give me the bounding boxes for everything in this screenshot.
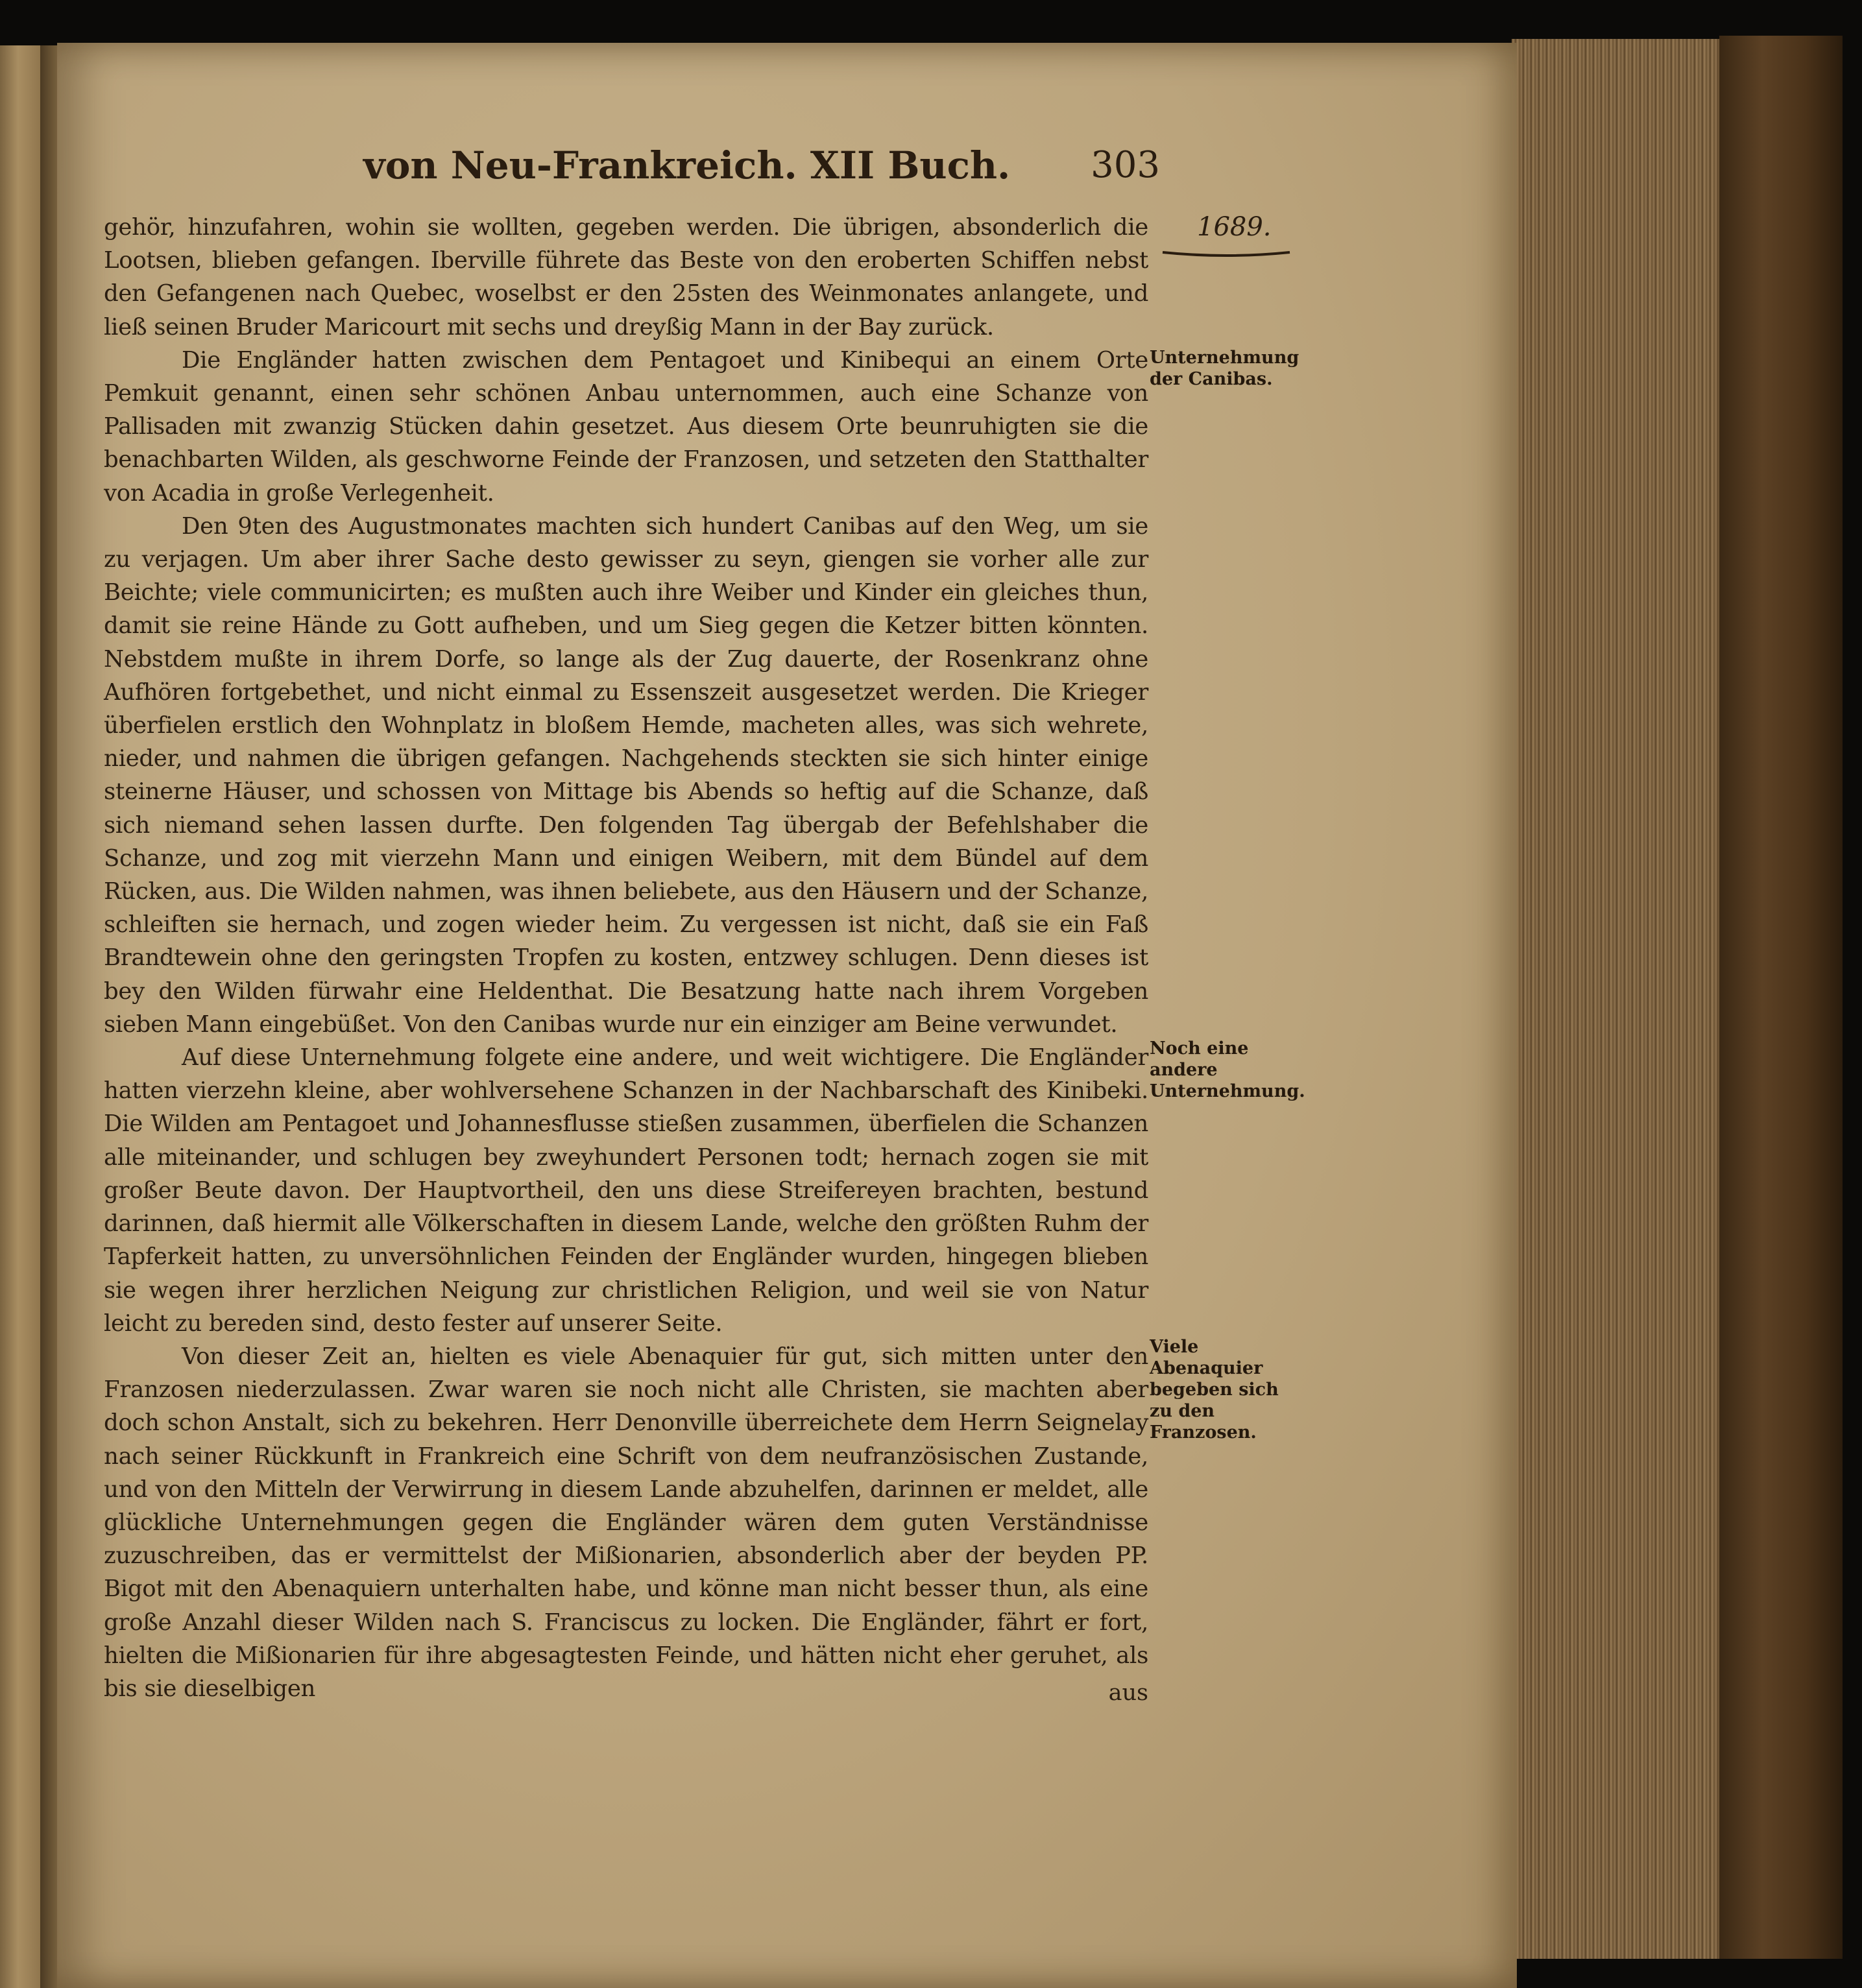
background-right — [1843, 0, 1862, 1988]
year-margin-note: 1689. — [1197, 212, 1272, 242]
background-bottom — [1512, 1959, 1862, 1988]
paragraph: Von dieser Zeit an, hielten es viele Abenaquier für gut, sich mitten unter den Franzosen niederzulassen. Zwar waren sie noch nicht alle Christen, sie machten aber doch schon Anstalt, sich zu bekehren. Herr Denonville überreichete dem Herrn Seignelay nach seiner Rückkunft in Frankreich eine Schrift von dem neufranzösischen Zustande, und von den Mitteln der Verwirrung in diesem Lande abzuhelfen, darinnen er meldet, alle glückliche Unternehmungen gegen die Engländer wären dem guten Verständnisse zuzuschreiben, das er vermittelst der Mißionarien, absonderlich aber der beyden PP. Bigot mit den Abenaquiern unterhalten habe, und könne man nicht besser thun, als eine große Anzahl dieser Wilden nach S. Franciscus zu locken. Die Engländer, fährt er fort, hielten die Mißionarien für ihre abgesagtesten Feinde, und hätten nicht eher geruhet, als bis sie dieselbigen — [104, 1343, 1148, 1702]
paragraph: Die Engländer hatten zwischen dem Pentagoet und Kinibequi an einem Orte Pemkuit genannt, einen sehr schönen Anbau unternommen, auch eine Schanze von Pallisaden mit zwanzig Stücken dahin gesetzet. Aus diesem Orte beunruhigten sie die benachbarten Wilden, als geschworne Feinde der Franzosen, und setzeten den Statthalter von Acadia in große Verlegenheit. — [104, 346, 1148, 507]
page-fore-edge — [1512, 39, 1732, 1959]
year-brace-rule — [1161, 250, 1291, 259]
catchword: aus — [1108, 1680, 1148, 1706]
paragraph: Den 9ten des Augustmonates machten sich hundert Canibas auf den Weg, um sie zu verjagen. Um aber ihrer Sache desto gewisser zu seyn, giengen sie vorher alle zur Beichte; viele communicirten; es mußten auch ihre Weiber und Kinder ein gleiches thun, damit sie reine Hände zu Gott aufheben, und um Sieg gegen die Ketzer bitten könnten. Nebstdem mußte in ihrem Dorfe, so lange als der Zug dauerte, der Rosenkranz ohne Aufhören fortgebethet, und nicht einmal zu Essenszeit ausgesetzet werden. Die Krieger überfielen erstlich den Wohnplatz in bloßem Hemde, macheten alles, was sich wehrete, nieder, und nahmen die übrigen gefangen. Nachgehends steckten sie sich hinter einige steinerne Häuser, und schossen von Mittage bis Abends so heftig auf die Schanze, daß sich niemand sehen lassen durfte. Den folgenden Tag übergab der Befehlshaber die Schanze, und zog mit vierzehn Mann und einigen Weibern, mit dem Bündel auf dem Rücken, aus. Die Wilden nahmen, was ihnen beliebete, aus den Häusern und der Schanze, schleiften sie hernach, und zogen wieder heim. Zu vergessen ist nicht, daß sie ein Faß Brandtewein ohne den geringsten Tropfen zu kosten, entzwey schlugen. Denn dieses ist bey den Wilden fürwahr eine Heldenthat. Die Besatzung hatte nach ihrem Vorgeben sieben Mann eingebüßet. Von den Canibas wurde nur ein einziger am Beine verwundet. — [104, 512, 1148, 1038]
page-number: 303 — [1091, 144, 1160, 186]
book-cover-edge — [1719, 36, 1843, 1962]
running-head: von Neu-Frankreich. XII Buch. — [363, 143, 1011, 187]
margin-note: Noch eine andere Unternehmung. — [1150, 1038, 1305, 1101]
body-text — [104, 211, 1148, 1917]
margin-note: Unternehmung der Canibas. — [1150, 348, 1300, 389]
margin-note: Viele Abenaquier begeben sich zu den Franzosen. — [1150, 1337, 1279, 1443]
previous-page-edge — [0, 45, 45, 1988]
paragraph: Auf diese Unternehmung folgete eine andere, und weit wichtigere. Die Engländer hatten vierzehn kleine, aber wohlversehene Schanzen in der Nachbarschaft des Kinibeki. Die Wilden am Pentagoet und Johannesflusse stießen zusammen, überfielen die Schanzen alle miteinander, und schlugen bey zweyhundert Personen todt; hernach zogen sie mit großer Beute davon. Der Hauptvortheil, den uns diese Streifereyen brachten, bestund darinnen, daß hiermit alle Völkerschaften in diesem Lande, welche den größten Ruhm der Tapferkeit hatten, zu unversöhnlichen Feinden der Engländer wurden, hingegen blieben sie wegen ihrer herzlichen Neigung zur christlichen Religion, und weil sie von Natur leicht zu bereden sind, desto fester auf unserer Seite. — [104, 1044, 1148, 1337]
paragraph: gehör, hinzufahren, wohin sie wollten, gegeben werden. Die übrigen, absonderlich die Lootsen, blieben gefangen. Iberville führete das Beste von den eroberten Schiffen nebst den Gefangenen nach Quebec, woselbst er den 25sten des Weinmonates anlangete, und ließ seinen Bruder Maricourt mit sechs und dreyßig Mann in der Bay zurück. — [104, 214, 1148, 341]
